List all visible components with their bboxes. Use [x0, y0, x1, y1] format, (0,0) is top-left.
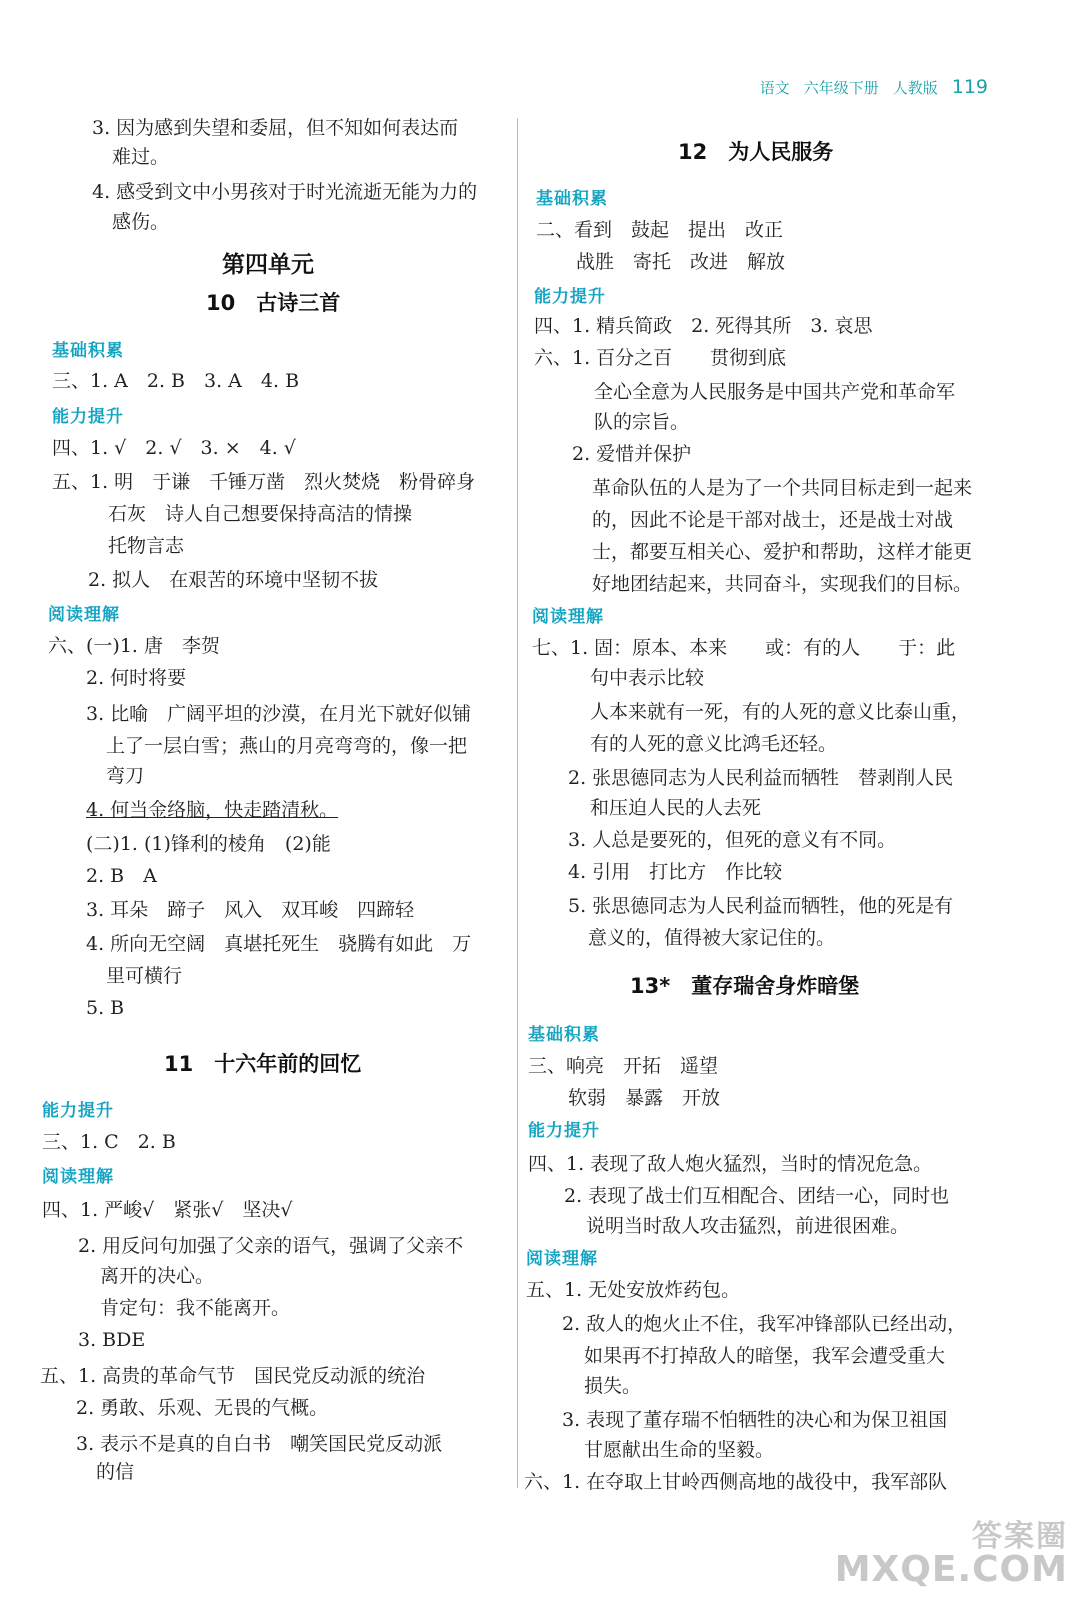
answer-line: 如果再不打掉敌人的暗堡，我军会遭受重大	[584, 1345, 946, 1367]
answer-line: 托物言志	[108, 535, 185, 557]
lesson-title: 12 为人民服务	[678, 140, 834, 164]
section-heading: 能力提升	[52, 407, 124, 427]
answer-line: 3. BDE	[78, 1329, 146, 1351]
watermark-logo	[834, 1519, 1068, 1590]
answer-line: 2. B A	[86, 865, 157, 887]
answer-line: 全心全意为人民服务是中国共产党和革命军	[594, 381, 956, 403]
answer-line: 2. 敌人的炮火止不住，我军冲锋部队已经出动，	[562, 1313, 967, 1335]
watermark-url: MXQE.COM	[834, 1549, 1068, 1590]
answer-line: 五、1. 明 于谦 千锤万凿 烈火焚烧 粉骨碎身	[52, 471, 476, 493]
answer-line: (二)1. (1)锋利的棱角 (2)能	[86, 833, 331, 855]
answer-line: 肯定句：我不能离开。	[100, 1297, 291, 1319]
answer-line: 队的宗旨。	[594, 411, 690, 433]
answer-line: 感伤。	[112, 211, 170, 233]
section-heading: 阅读理解	[48, 605, 120, 625]
answer-line: 的，因此不论是干部对战士，还是战士对战	[592, 509, 954, 531]
answer-line: 有的人死的意义比鸿毛还轻。	[590, 733, 838, 755]
answer-line: 六、1. 百分之百 贯彻到底	[534, 347, 787, 369]
section-heading: 能力提升	[534, 287, 606, 307]
answer-line: 4. 何当金络脑，快走踏清秋。	[86, 799, 339, 821]
watermark-text: 答案圈	[972, 1519, 1068, 1554]
answer-line: 革命队伍的人是为了一个共同目标走到一起来	[592, 477, 973, 499]
answer-line: 3. 表示不是真的自白书 嘲笑国民党反动派	[76, 1433, 443, 1455]
answer-line: 2. 爱惜并保护	[572, 443, 692, 465]
answer-line: 损失。	[584, 1375, 642, 1397]
answer-line: 六、1. 在夺取上甘岭西侧高地的战役中，我军部队	[524, 1471, 948, 1493]
answer-line: 和压迫人民的人去死	[590, 797, 762, 819]
answer-line: 四、1. 表现了敌人炮火猛烈，当时的情况危急。	[528, 1153, 933, 1175]
answer-line: 离开的决心。	[100, 1265, 215, 1287]
answer-line: 软弱 暴露 开放	[568, 1087, 721, 1109]
answer-line: 说明当时敌人攻击猛烈，前进很困难。	[586, 1215, 910, 1237]
answer-line: 甘愿献出生命的坚毅。	[584, 1439, 775, 1461]
answer-line: 2. 用反问句加强了父亲的语气，强调了父亲不	[78, 1235, 464, 1257]
answer-line: 战胜 寄托 改进 解放	[576, 251, 786, 273]
answer-line: 三、响亮 开拓 遥望	[528, 1055, 719, 1077]
answer-line: 的信	[96, 1461, 135, 1483]
header-subject: 语文	[759, 79, 790, 97]
answer-line: 七、1. 固：原本、本来 或：有的人 于：此	[532, 637, 956, 659]
section-heading: 阅读理解	[42, 1167, 114, 1187]
answer-line: 2. 拟人 在艰苦的环境中坚韧不拔	[88, 569, 379, 591]
section-heading: 阅读理解	[532, 607, 604, 627]
lesson-title: 10 古诗三首	[206, 291, 341, 315]
answer-line: 4. 感受到文中小男孩对于时光流逝无能为力的	[92, 181, 478, 203]
page-header	[760, 76, 988, 102]
column-divider	[517, 118, 518, 1488]
answer-line: 2. 张思德同志为人民利益而牺牲 替剥削人民	[568, 767, 954, 789]
answer-line: 5. 张思德同志为人民利益而牺牲，他的死是有	[568, 895, 954, 917]
answer-line: 二、看到 鼓起 提出 改正	[536, 219, 784, 241]
answer-line: 3. 比喻 广阔平坦的沙漠，在月光下就好似铺	[86, 703, 472, 725]
section-heading: 基础积累	[528, 1025, 600, 1045]
answer-line: 四、1. 严峻√ 紧张√ 坚决√	[42, 1199, 293, 1221]
answer-line: 五、1. 高贵的革命气节 国民党反动派的统治	[40, 1365, 426, 1387]
page-number: 119	[951, 76, 988, 98]
section-heading: 基础积累	[52, 341, 124, 361]
answer-line: 2. 勇敢、乐观、无畏的气概。	[76, 1397, 329, 1419]
answer-line: 难过。	[112, 146, 170, 168]
answer-line: 句中表示比较	[590, 667, 705, 689]
answer-line: 里可横行	[106, 965, 183, 987]
answer-line: 人本来就有一死，有的人死的意义比泰山重，	[590, 701, 971, 723]
section-heading: 基础积累	[536, 189, 608, 209]
lesson-title: 11 十六年前的回忆	[164, 1052, 362, 1076]
answer-line: 2. 何时将要	[86, 667, 187, 689]
answer-line: 3. 表现了董存瑞不怕牺牲的决心和为保卫祖国	[562, 1409, 948, 1431]
answer-line: 三、1. A 2. B 3. A 4. B	[52, 370, 300, 392]
section-heading: 阅读理解	[526, 1249, 598, 1269]
unit-title: 第四单元	[222, 252, 314, 278]
answer-line: 六、(一)1. 唐 李贺	[48, 635, 220, 657]
answer-line: 四、1. 精兵简政 2. 死得其所 3. 哀思	[534, 315, 873, 337]
answer-line: 好地团结起来，共同奋斗，实现我们的目标。	[592, 573, 973, 595]
answer-line: 上了一层白雪；燕山的月亮弯弯的，像一把	[106, 735, 468, 757]
section-heading: 能力提升	[42, 1101, 114, 1121]
answer-line: 石灰 诗人自己想要保持高洁的情操	[108, 503, 413, 525]
answer-line: 士，都要互相关心、爱护和帮助，这样才能更	[592, 541, 973, 563]
answer-line: 三、1. C 2. B	[42, 1131, 176, 1153]
answer-line: 弯刀	[106, 765, 145, 787]
answer-line: 五、1. 无处安放炸药包。	[526, 1279, 741, 1301]
answer-line: 4. 引用 打比方 作比较	[568, 861, 783, 883]
answer-line: 3. 耳朵 蹄子 风入 双耳峻 四蹄轻	[86, 899, 415, 921]
answer-line: 四、1. √ 2. √ 3. × 4. √	[52, 437, 296, 459]
answer-line: 3. 因为感到失望和委屈，但不知如何表达而	[92, 117, 459, 139]
answer-line: 意义的，值得被大家记住的。	[588, 927, 836, 949]
answer-line: 3. 人总是要死的，但死的意义有不同。	[568, 829, 897, 851]
answer-line: 5. B	[86, 997, 125, 1019]
header-grade: 六年级下册	[803, 79, 879, 97]
lesson-title: 13* 董存瑞舍身炸暗堡	[630, 974, 860, 998]
answer-line: 4. 所向无空阔 真堪托死生 骁腾有如此 万	[86, 933, 472, 955]
section-heading: 能力提升	[528, 1121, 600, 1141]
answer-line: 2. 表现了战士们互相配合、团结一心，同时也	[564, 1185, 950, 1207]
header-edition: 人教版	[892, 79, 938, 97]
